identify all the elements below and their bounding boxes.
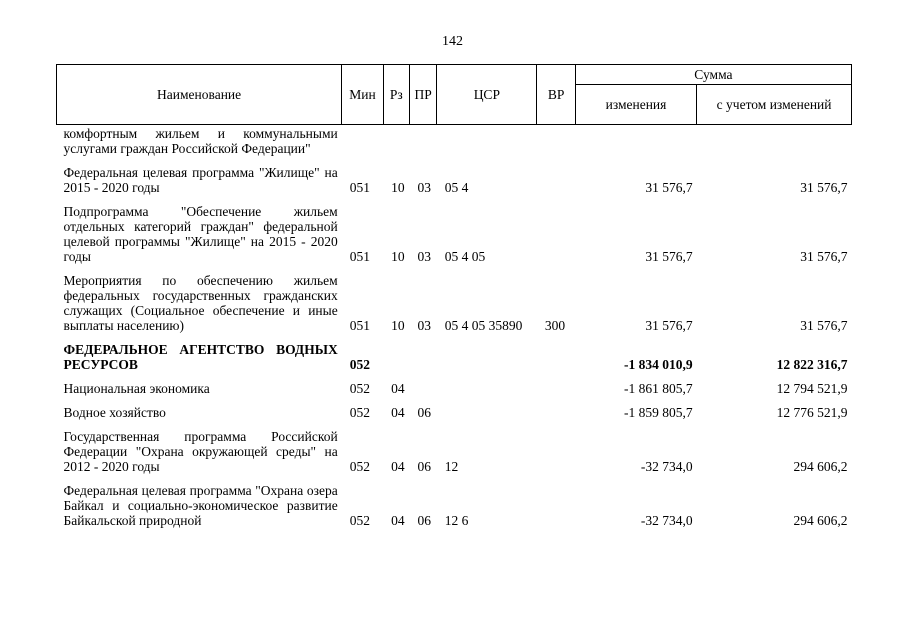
- row-pr: 03: [417, 249, 431, 264]
- row-rz: 04: [391, 405, 405, 420]
- row-total: 31 576,7: [800, 249, 848, 264]
- row-vr: [537, 420, 575, 474]
- row-name: Подпрограмма "Обеспечение жильем отдельных категорий граждан" федеральной целевой программы "Жилище" на 2015 - 2020 годы: [63, 204, 338, 264]
- table-row: [57, 396, 852, 420]
- row-csr: 12: [444, 459, 459, 474]
- row-change: -32 734,0: [640, 459, 693, 474]
- row-change: -32 734,0: [640, 513, 693, 528]
- row-csr: 12 6: [444, 513, 469, 528]
- row-vr: [537, 474, 575, 528]
- row-name: Мероприятия по обеспечению жильем федеральных государственных гражданских служащих (Социальное обеспечение и иные выплаты населению): [63, 273, 338, 333]
- header-csr: ЦСР: [437, 65, 537, 125]
- row-csr: [437, 125, 537, 157]
- row-total: 12 794 521,9: [776, 381, 848, 396]
- row-vr: 300: [544, 318, 566, 333]
- header-rz: Рз: [383, 65, 409, 125]
- header-name: Наименование: [57, 65, 342, 125]
- row-rz: [383, 125, 409, 157]
- table-row: [57, 156, 852, 195]
- row-pr: 03: [417, 180, 431, 195]
- header-sum: Сумма: [575, 65, 851, 85]
- row-csr: 05 4: [444, 180, 469, 195]
- row-csr: 05 4 05 35890: [444, 318, 523, 333]
- header-min: Мин: [342, 65, 383, 125]
- row-total: [697, 125, 852, 157]
- table-row: [57, 372, 852, 396]
- row-name: комфортным жильем и коммунальными услугами граждан Российской Федерации": [63, 126, 338, 156]
- row-pr: 06: [417, 405, 431, 420]
- row-min: 052: [349, 405, 370, 420]
- table-body: [57, 125, 852, 529]
- header-with-change: с учетом изменений: [697, 85, 852, 125]
- table-row: [57, 264, 852, 333]
- row-csr: [437, 333, 537, 372]
- row-rz: [383, 333, 409, 372]
- page-number: 142: [442, 34, 463, 49]
- row-name: Водное хозяйство: [63, 405, 166, 420]
- row-min: 052: [349, 357, 370, 372]
- row-min: 052: [349, 513, 370, 528]
- row-change: 31 576,7: [645, 318, 693, 333]
- table-header: [57, 65, 852, 125]
- row-pr: 03: [417, 318, 431, 333]
- row-change: -1 861 805,7: [624, 381, 693, 396]
- row-name: Федеральная целевая программа "Охрана озера Байкал и социально-экономическое развитие Байкальской природной: [63, 483, 338, 528]
- row-name: Национальная экономика: [63, 381, 210, 396]
- row-total: 12 822 316,7: [776, 357, 848, 372]
- table-row: [57, 333, 852, 372]
- row-rz: 10: [391, 249, 405, 264]
- row-min: 051: [349, 180, 370, 195]
- row-vr: [537, 156, 575, 195]
- header-pr: ПР: [409, 65, 436, 125]
- header-change: изменения: [575, 85, 696, 125]
- row-change: 31 576,7: [645, 249, 693, 264]
- row-total: 31 576,7: [800, 318, 848, 333]
- header-vr: ВР: [537, 65, 575, 125]
- row-vr: [537, 195, 575, 264]
- row-change: [575, 125, 696, 157]
- row-min: [342, 125, 383, 157]
- row-name: ФЕДЕРАЛЬНОЕ АГЕНТСТВО ВОДНЫХ РЕСУРСОВ: [63, 342, 338, 372]
- table-row: [57, 474, 852, 528]
- row-pr: 06: [417, 513, 431, 528]
- row-min: 051: [349, 318, 370, 333]
- row-total: 12 776 521,9: [776, 405, 848, 420]
- row-pr: [409, 333, 436, 372]
- row-vr: [537, 396, 575, 420]
- row-rz: 04: [391, 513, 405, 528]
- row-vr: [537, 333, 575, 372]
- table-row: [57, 195, 852, 264]
- row-pr: [409, 125, 436, 157]
- row-change: 31 576,7: [645, 180, 693, 195]
- row-total: 294 606,2: [793, 513, 848, 528]
- row-vr: [537, 125, 575, 157]
- table-row: [57, 420, 852, 474]
- budget-table: [56, 64, 852, 528]
- row-pr: 06: [417, 459, 431, 474]
- row-name: Федеральная целевая программа "Жилище" на 2015 - 2020 годы: [63, 165, 338, 195]
- row-csr: [437, 372, 537, 396]
- row-min: 052: [349, 381, 370, 396]
- row-name: Государственная программа Российской Федерации "Охрана окружающей среды" на 2012 - 2020 годы: [63, 429, 338, 474]
- table-row: [57, 125, 852, 157]
- row-total: 31 576,7: [800, 180, 848, 195]
- row-min: 051: [349, 249, 370, 264]
- row-change: -1 834 010,9: [624, 357, 693, 372]
- row-min: 052: [349, 459, 370, 474]
- row-rz: 10: [391, 318, 405, 333]
- row-csr: [437, 396, 537, 420]
- row-rz: 04: [391, 459, 405, 474]
- row-csr: 05 4 05: [444, 249, 486, 264]
- row-total: 294 606,2: [793, 459, 848, 474]
- row-pr: [409, 372, 436, 396]
- row-rz: 10: [391, 180, 405, 195]
- row-vr: [537, 372, 575, 396]
- row-rz: 04: [391, 381, 405, 396]
- row-change: -1 859 805,7: [624, 405, 693, 420]
